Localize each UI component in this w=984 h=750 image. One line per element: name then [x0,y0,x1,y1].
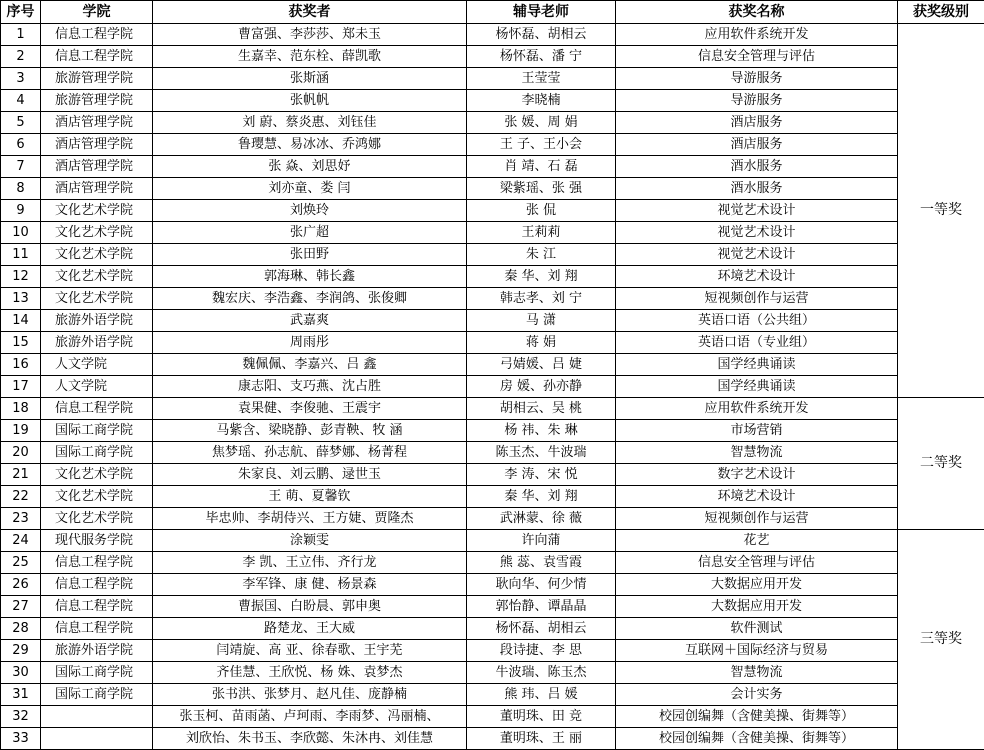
row-award-name: 国学经典诵读 [616,354,898,376]
row-index: 4 [1,90,41,112]
table-row [1,508,984,530]
row-winners: 焦梦瑶、孙志航、薛梦娜、杨菁程 [153,442,467,464]
row-instructors: 董明珠、田 竞 [467,706,616,728]
row-college: 信息工程学院 [41,24,153,46]
row-instructors: 弓婧媛、吕 婕 [467,354,616,376]
row-college: 信息工程学院 [41,596,153,618]
table-row [1,222,984,244]
table-row [1,244,984,266]
table-row [1,530,984,552]
row-index: 16 [1,354,41,376]
row-college [41,728,153,750]
row-index: 1 [1,24,41,46]
row-winners: 张广超 [153,222,467,244]
row-college [41,706,153,728]
row-college: 旅游外语学院 [41,640,153,662]
table-row [1,134,984,156]
row-award-name: 酒水服务 [616,156,898,178]
row-winners: 曹富强、李莎莎、郑未玉 [153,24,467,46]
row-college: 酒店管理学院 [41,112,153,134]
row-college: 信息工程学院 [41,46,153,68]
row-college: 旅游管理学院 [41,90,153,112]
row-winners: 马紫含、梁晓静、彭青鞅、牧 涵 [153,420,467,442]
row-winners: 张帆帆 [153,90,467,112]
row-award-name: 视觉艺术设计 [616,222,898,244]
row-award-name: 信息安全管理与评估 [616,552,898,574]
row-college: 现代服务学院 [41,530,153,552]
table-row [1,68,984,90]
row-index: 22 [1,486,41,508]
table-body [1,24,984,750]
row-instructors: 秦 华、刘 翔 [467,266,616,288]
row-winners: 生嘉幸、范东栓、薛凯歌 [153,46,467,68]
row-index: 13 [1,288,41,310]
table-row [1,486,984,508]
row-college: 文化艺术学院 [41,464,153,486]
row-college: 酒店管理学院 [41,134,153,156]
row-college: 信息工程学院 [41,398,153,420]
row-college: 文化艺术学院 [41,222,153,244]
row-instructors: 梁紫瑶、张 强 [467,178,616,200]
row-award-name: 酒店服务 [616,112,898,134]
header-index: 序号 [1,1,41,24]
header-college: 学院 [41,1,153,24]
row-college: 文化艺术学院 [41,266,153,288]
table-row [1,728,984,750]
table-row [1,112,984,134]
table-row [1,442,984,464]
table-row [1,420,984,442]
row-winners: 刘亦童、娄 闫 [153,178,467,200]
table-row [1,640,984,662]
row-award-name: 导游服务 [616,68,898,90]
row-winners: 魏佩佩、李嘉兴、吕 鑫 [153,354,467,376]
row-winners: 齐佳慧、王欣悦、杨 姝、袁梦杰 [153,662,467,684]
row-instructors: 张 侃 [467,200,616,222]
row-winners: 刘欣怡、朱书玉、李欣懿、朱沐冉、刘佳慧 [153,728,467,750]
row-college: 文化艺术学院 [41,244,153,266]
row-instructors: 熊 玮、吕 媛 [467,684,616,706]
row-award-name: 英语口语（公共组） [616,310,898,332]
row-college: 酒店管理学院 [41,178,153,200]
row-award-name: 互联网＋国际经济与贸易 [616,640,898,662]
row-index: 31 [1,684,41,706]
row-award-name: 短视频创作与运营 [616,288,898,310]
row-index: 10 [1,222,41,244]
row-winners: 康志阳、支巧燕、沈占胜 [153,376,467,398]
row-winners: 袁果健、李俊驰、王震宇 [153,398,467,420]
row-award-name: 短视频创作与运营 [616,508,898,530]
row-award-name: 花艺 [616,530,898,552]
row-winners: 毕忠帅、李胡侍兴、王方婕、贾隆杰 [153,508,467,530]
table-row [1,90,984,112]
row-winners: 武嘉爽 [153,310,467,332]
row-instructors: 牛波瑞、陈玉杰 [467,662,616,684]
row-college: 国际工商学院 [41,684,153,706]
award-level-cell: 二等奖 [898,398,984,530]
row-winners: 刘 蔚、蔡炎惠、刘钰佳 [153,112,467,134]
row-instructors: 秦 华、刘 翔 [467,486,616,508]
row-college: 国际工商学院 [41,442,153,464]
row-instructors: 许向蒲 [467,530,616,552]
row-college: 人文学院 [41,376,153,398]
row-index: 7 [1,156,41,178]
row-index: 32 [1,706,41,728]
row-instructors: 王莹莹 [467,68,616,90]
row-index: 14 [1,310,41,332]
row-winners: 张玉柯、苗雨菡、卢珂雨、李雨梦、冯丽楠、 [153,706,467,728]
table-row [1,574,984,596]
header-award-level: 获奖级别 [898,1,984,24]
row-winners: 王 萌、夏馨钦 [153,486,467,508]
row-winners: 李军锋、康 健、杨景森 [153,574,467,596]
row-award-name: 视觉艺术设计 [616,200,898,222]
row-award-name: 大数据应用开发 [616,574,898,596]
row-winners: 刘焕玲 [153,200,467,222]
row-college: 文化艺术学院 [41,486,153,508]
header-winners: 获奖者 [153,1,467,24]
row-index: 12 [1,266,41,288]
row-award-name: 视觉艺术设计 [616,244,898,266]
row-index: 26 [1,574,41,596]
row-instructors: 杨 祎、朱 琳 [467,420,616,442]
row-college: 旅游外语学院 [41,310,153,332]
table-row [1,376,984,398]
row-index: 19 [1,420,41,442]
table-row [1,156,984,178]
row-index: 30 [1,662,41,684]
row-award-name: 酒店服务 [616,134,898,156]
row-index: 25 [1,552,41,574]
row-award-name: 环境艺术设计 [616,266,898,288]
table-row [1,310,984,332]
table-row [1,288,984,310]
row-winners: 路楚龙、王大威 [153,618,467,640]
table-row [1,178,984,200]
table-row [1,464,984,486]
row-index: 24 [1,530,41,552]
row-college: 信息工程学院 [41,618,153,640]
table-row [1,200,984,222]
row-winners: 周雨彤 [153,332,467,354]
row-award-name: 酒水服务 [616,178,898,200]
row-award-name: 应用软件系统开发 [616,24,898,46]
row-award-name: 智慧物流 [616,442,898,464]
row-college: 旅游外语学院 [41,332,153,354]
row-index: 15 [1,332,41,354]
row-award-name: 校园创编舞（含健美操、街舞等） [616,706,898,728]
row-winners: 魏宏庆、李浩鑫、李润鸽、张俊卿 [153,288,467,310]
row-winners: 郭海琳、韩长鑫 [153,266,467,288]
row-index: 20 [1,442,41,464]
row-award-name: 软件测试 [616,618,898,640]
row-instructors: 董明珠、王 丽 [467,728,616,750]
row-winners: 涂颖雯 [153,530,467,552]
row-college: 人文学院 [41,354,153,376]
row-award-name: 信息安全管理与评估 [616,46,898,68]
row-instructors: 武淋蒙、徐 薇 [467,508,616,530]
row-instructors: 杨怀磊、胡相云 [467,24,616,46]
table-row [1,398,984,420]
row-award-name: 智慧物流 [616,662,898,684]
table-row [1,266,984,288]
row-instructors: 胡相云、吴 桃 [467,398,616,420]
row-index: 33 [1,728,41,750]
header-instructors: 辅导老师 [467,1,616,24]
row-instructors: 杨怀磊、胡相云 [467,618,616,640]
row-winners: 曹振国、白盼晨、郭申奥 [153,596,467,618]
row-award-name: 应用软件系统开发 [616,398,898,420]
row-instructors: 耿向华、何少情 [467,574,616,596]
row-instructors: 韩志孝、刘 宁 [467,288,616,310]
row-award-name: 市场营销 [616,420,898,442]
row-instructors: 王 子、王小会 [467,134,616,156]
row-index: 5 [1,112,41,134]
row-winners: 闫靖旋、高 亚、徐春歌、王宇芜 [153,640,467,662]
header-award-name: 获奖名称 [616,1,898,24]
header-row [1,1,984,24]
row-instructors: 李 涛、宋 悦 [467,464,616,486]
row-index: 28 [1,618,41,640]
row-award-name: 国学经典诵读 [616,376,898,398]
table-row [1,662,984,684]
row-winners: 鲁璎慧、易冰冰、乔鸿娜 [153,134,467,156]
table-row [1,24,984,46]
row-winners: 李 凯、王立伟、齐行龙 [153,552,467,574]
row-award-name: 校园创编舞（含健美操、街舞等） [616,728,898,750]
table-row [1,46,984,68]
row-index: 18 [1,398,41,420]
row-college: 旅游管理学院 [41,68,153,90]
award-level-cell: 一等奖 [898,24,984,398]
row-instructors: 张 媛、周 娟 [467,112,616,134]
table-row [1,684,984,706]
row-index: 21 [1,464,41,486]
row-college: 国际工商学院 [41,420,153,442]
row-index: 27 [1,596,41,618]
row-college: 国际工商学院 [41,662,153,684]
table-row [1,596,984,618]
row-index: 23 [1,508,41,530]
row-instructors: 郭怡静、谭晶晶 [467,596,616,618]
table-row [1,706,984,728]
row-award-name: 导游服务 [616,90,898,112]
row-instructors: 王莉莉 [467,222,616,244]
row-college: 文化艺术学院 [41,200,153,222]
table-row [1,618,984,640]
row-index: 6 [1,134,41,156]
row-winners: 张田野 [153,244,467,266]
row-college: 文化艺术学院 [41,508,153,530]
row-award-name: 数字艺术设计 [616,464,898,486]
row-index: 9 [1,200,41,222]
row-college: 酒店管理学院 [41,156,153,178]
row-award-name: 会计实务 [616,684,898,706]
row-index: 3 [1,68,41,90]
row-award-name: 英语口语（专业组） [616,332,898,354]
table-row [1,332,984,354]
row-instructors: 马 潇 [467,310,616,332]
row-winners: 张斯涵 [153,68,467,90]
row-award-name: 大数据应用开发 [616,596,898,618]
row-college: 文化艺术学院 [41,288,153,310]
row-winners: 朱家良、刘云鹏、逯世玉 [153,464,467,486]
row-winners: 张书洪、张梦月、赵凡佳、庞静楠 [153,684,467,706]
row-instructors: 熊 蕊、袁雪霞 [467,552,616,574]
row-instructors: 蒋 娟 [467,332,616,354]
row-instructors: 肖 靖、石 磊 [467,156,616,178]
row-instructors: 陈玉杰、牛波瑞 [467,442,616,464]
table-row [1,552,984,574]
row-index: 11 [1,244,41,266]
row-instructors: 段诗捷、李 思 [467,640,616,662]
table-row [1,354,984,376]
row-instructors: 房 媛、孙亦静 [467,376,616,398]
row-award-name: 环境艺术设计 [616,486,898,508]
row-winners: 张 焱、刘思妤 [153,156,467,178]
row-instructors: 杨怀磊、潘 宁 [467,46,616,68]
row-index: 8 [1,178,41,200]
row-index: 2 [1,46,41,68]
row-index: 17 [1,376,41,398]
row-college: 信息工程学院 [41,552,153,574]
row-instructors: 李晓楠 [467,90,616,112]
award-level-cell: 三等奖 [898,530,984,750]
row-index: 29 [1,640,41,662]
row-college: 信息工程学院 [41,574,153,596]
row-instructors: 朱 江 [467,244,616,266]
